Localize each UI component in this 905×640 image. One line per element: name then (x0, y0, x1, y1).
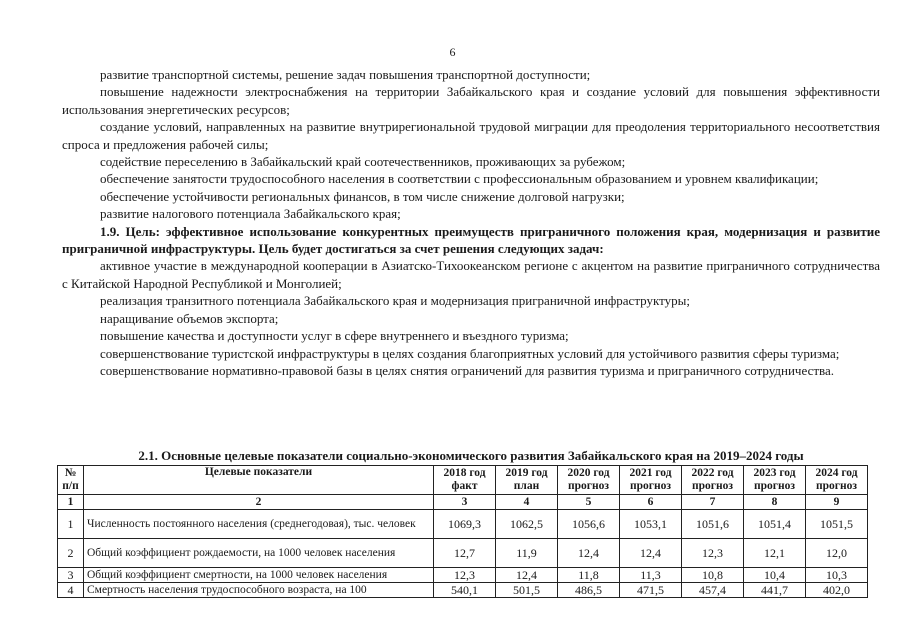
column-header: 2020 год прогноз (558, 466, 620, 495)
row-number: 4 (58, 583, 84, 598)
value-cell: 12,4 (620, 539, 682, 568)
value-cell: 501,5 (496, 583, 558, 598)
row-number: 2 (58, 539, 84, 568)
column-number: 9 (806, 495, 868, 510)
value-cell: 1056,6 (558, 510, 620, 539)
value-cell: 457,4 (682, 583, 744, 598)
indicator-cell: Смертность населения трудоспособного возраста, на 100 (84, 583, 434, 598)
value-cell: 1051,4 (744, 510, 806, 539)
value-cell: 10,4 (744, 568, 806, 583)
column-number: 1 (58, 495, 84, 510)
paragraph: обеспечение занятости трудоспособного населения в соответствии с профессиональным образованием и уровнем квалификации; (100, 171, 819, 187)
column-header: № п/п (58, 466, 84, 495)
indicators-table (57, 465, 868, 598)
value-cell: 441,7 (744, 583, 806, 598)
paragraph: обеспечение устойчивости региональных финансов, в том числе снижение долговой нагрузки; (100, 188, 625, 204)
value-cell: 12,0 (806, 539, 868, 568)
paragraph: содействие переселению в Забайкальский край соотечественников, проживающих за рубежом; (100, 154, 626, 170)
column-number: 8 (744, 495, 806, 510)
paragraph: совершенствование нормативно-правовой базы в целях снятия ограничений для развития туризма и приграничного сотрудничества. (100, 362, 835, 378)
column-header: 2018 год факт (434, 466, 496, 495)
value-cell: 471,5 (620, 583, 682, 598)
indicator-cell: Численность постоянного населения (среднегодовая), тыс. человек (84, 510, 434, 539)
column-header: 2021 год прогноз (620, 466, 682, 495)
paragraph: развитие налогового потенциала Забайкальского края; (100, 206, 401, 222)
paragraph: активное участие в международной кооперации в Азиатско-Тихоокеанском регионе с акцентом на развитие приграничного сотрудничества с Китайской Народной Республикой и Монголией; (62, 258, 880, 291)
paragraph: повышение качества и доступности услуг в сфере внутреннего и въездного туризма; (100, 328, 569, 344)
value-cell: 486,5 (558, 583, 620, 598)
table-row (58, 583, 868, 598)
value-cell: 540,1 (434, 583, 496, 598)
value-cell: 12,7 (434, 539, 496, 568)
column-header: 2019 год план (496, 466, 558, 495)
table-row (58, 539, 868, 568)
value-cell: 11,3 (620, 568, 682, 583)
column-number: 5 (558, 495, 620, 510)
page-number: 6 (449, 45, 456, 59)
paragraph: наращивание объемов экспорта; (100, 310, 279, 326)
value-cell: 10,8 (682, 568, 744, 583)
column-number: 4 (496, 495, 558, 510)
paragraph: повышение надежности электроснабжения на территории Забайкальского края и создание условий для повышения эффективности использования энергетических ресурсов; (62, 84, 880, 117)
table-title: 2.1. Основные целевые показатели социально-экономического развития Забайкальского края на 2019–2024 годы (138, 448, 804, 463)
goal-heading: 1.9. Цель: эффективное использование конкурентных преимуществ приграничного положения края, модернизация и развитие приграничной инфраструктуры. Цель будет достигаться за счет решения следующих задач: (62, 223, 880, 257)
column-header: Целевые показатели (84, 466, 434, 495)
column-number: 6 (620, 495, 682, 510)
column-header: 2022 год прогноз (682, 466, 744, 495)
table-header-row (58, 466, 868, 495)
value-cell: 12,4 (496, 568, 558, 583)
value-cell: 12,3 (434, 568, 496, 583)
row-number: 3 (58, 568, 84, 583)
value-cell: 11,9 (496, 539, 558, 568)
table-row (58, 568, 868, 583)
value-cell: 12,3 (682, 539, 744, 568)
table-row (58, 510, 868, 539)
value-cell: 10,3 (806, 568, 868, 583)
paragraph: реализация транзитного потенциала Забайкальского края и модернизация приграничной инфраструктуры; (100, 293, 690, 309)
indicators-table-wrapper (57, 465, 868, 598)
paragraph: совершенствование туристской инфраструктуры в целях создания благоприятных условий для устойчивого развития сферы туризма; (100, 345, 840, 361)
paragraph: развитие транспортной системы, решение задач повышения транспортной доступности; (100, 67, 591, 82)
value-cell: 1069,3 (434, 510, 496, 539)
column-number: 7 (682, 495, 744, 510)
value-cell: 12,4 (558, 539, 620, 568)
column-number: 2 (84, 495, 434, 510)
value-cell: 402,0 (806, 583, 868, 598)
value-cell: 1051,6 (682, 510, 744, 539)
indicator-cell: Общий коэффициент рождаемости, на 1000 человек населения (84, 539, 434, 568)
row-number: 1 (58, 510, 84, 539)
value-cell: 1053,1 (620, 510, 682, 539)
column-header: 2023 год прогноз (744, 466, 806, 495)
indicator-cell: Общий коэффициент смертности, на 1000 человек населения (84, 568, 434, 583)
column-header: 2024 год прогноз (806, 466, 868, 495)
value-cell: 1051,5 (806, 510, 868, 539)
column-number-row (58, 495, 868, 510)
value-cell: 1062,5 (496, 510, 558, 539)
body-text (62, 66, 880, 379)
value-cell: 11,8 (558, 568, 620, 583)
value-cell: 12,1 (744, 539, 806, 568)
paragraph: создание условий, направленных на развитие внутрирегиональной трудовой миграции для преодоления территориального несоответствия спроса и предложения рабочей силы; (62, 119, 880, 152)
column-number: 3 (434, 495, 496, 510)
